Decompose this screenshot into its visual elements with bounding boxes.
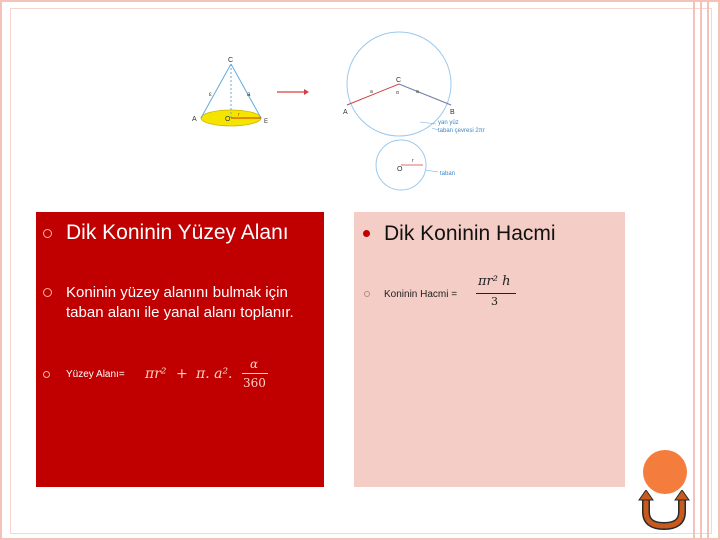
bullet-icon [363, 230, 370, 237]
volume-numerator: πr² h [478, 274, 511, 289]
svg-text:r: r [412, 158, 414, 164]
svg-text:O: O [225, 116, 231, 123]
u-turn-arrow-icon [638, 490, 690, 532]
bullet-icon [364, 291, 370, 297]
volume-formula-label: Koninin Hacmi = [384, 289, 458, 300]
formula-term-base: πr² [145, 366, 167, 382]
svg-text:C: C [396, 77, 402, 84]
svg-text:B: B [450, 109, 455, 116]
fraction-bar [242, 373, 268, 374]
formula-numerator: α [250, 357, 259, 371]
fraction-bar [476, 293, 516, 294]
cone-net-figure [343, 32, 485, 136]
svg-text:A: A [192, 116, 197, 123]
svg-text:a: a [247, 92, 251, 98]
volume-panel [354, 212, 625, 487]
bullet-icon [43, 371, 50, 378]
volume-title: Dik Koninin Hacmi [384, 222, 556, 245]
bullet-icon [43, 288, 52, 297]
svg-text:O: O [397, 166, 403, 173]
decor-circle [643, 450, 687, 494]
surface-area-panel [36, 212, 324, 487]
decor-stripe [693, 0, 695, 540]
cone-diagram [180, 20, 530, 200]
decor-stripe [700, 0, 702, 540]
svg-text:α: α [396, 90, 399, 96]
svg-text:a: a [416, 89, 419, 95]
svg-text:ε: ε [209, 92, 212, 98]
cone-label-apex: C [228, 57, 234, 64]
bullet-icon [43, 229, 52, 238]
arrow-icon [277, 89, 309, 95]
svg-text:taban: taban [440, 171, 456, 177]
formula-denominator: 360 [243, 376, 266, 390]
svg-text:yan yüz: yan yüz [438, 120, 459, 126]
svg-text:E: E [264, 119, 269, 125]
svg-text:a: a [370, 89, 373, 95]
svg-text:A: A [343, 109, 348, 116]
svg-text:taban çevresi 2πr: taban çevresi 2πr [438, 128, 485, 134]
formula-term-lateral: π. a². [196, 366, 233, 382]
cone-base-figure [376, 140, 455, 190]
cone-figure [192, 57, 268, 126]
surface-area-formula-label: Yüzey Alanı= [66, 369, 125, 380]
formula-plus: + [176, 366, 188, 382]
surface-area-title: Dik Koninin Yüzey Alanı [66, 221, 289, 244]
surface-area-text: Koninin yüzey alanını bulmak için taban alanı ile yanal alanı toplanır. [66, 284, 294, 321]
svg-text:r: r [238, 112, 240, 118]
decor-stripe [707, 0, 709, 540]
volume-denominator: 3 [491, 295, 498, 308]
